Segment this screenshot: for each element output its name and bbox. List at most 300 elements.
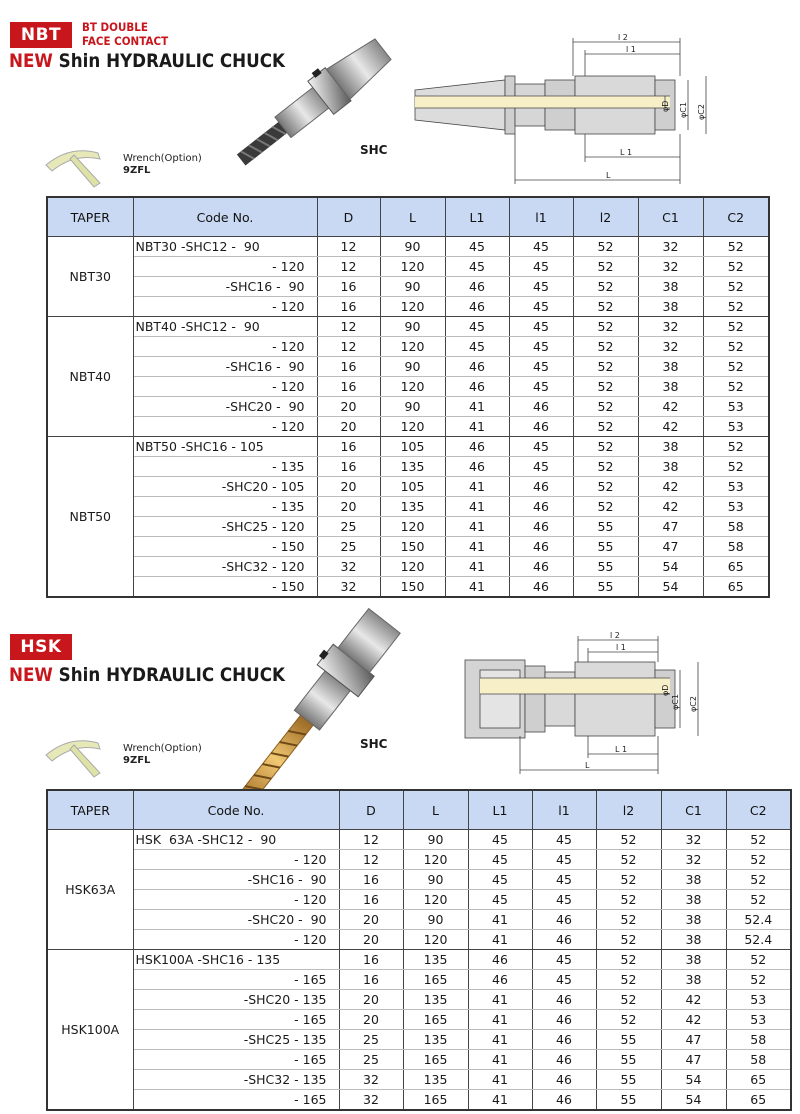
- value-cell-c2: 52: [703, 437, 769, 457]
- column-header: C2: [703, 197, 769, 237]
- nbt-diagram-C2: φC2: [697, 104, 706, 120]
- value-cell-l2: 52: [573, 357, 638, 377]
- value-cell-c2: 52: [726, 850, 791, 870]
- table-row: [47, 830, 791, 850]
- value-cell-l1: 41: [468, 1090, 532, 1111]
- value-cell-c2: 65: [703, 577, 769, 598]
- value-cell-l2: 55: [573, 557, 638, 577]
- code-cell: -SHC20 - 105: [133, 477, 317, 497]
- value-cell-d: 16: [317, 377, 380, 397]
- code-cell: - 120: [133, 850, 339, 870]
- table-row: [47, 497, 769, 517]
- value-cell-d: 25: [317, 537, 380, 557]
- code-cell: -SHC20 - 90: [133, 397, 317, 417]
- value-cell-l1: 46: [509, 537, 573, 557]
- value-cell-c1: 54: [661, 1070, 726, 1090]
- value-cell-l: 90: [380, 397, 445, 417]
- value-cell-c1: 38: [638, 377, 703, 397]
- table-row: [47, 990, 791, 1010]
- value-cell-c2: 52: [726, 830, 791, 850]
- hsk-diagram-l2: l 2: [610, 631, 620, 640]
- value-cell-d: 25: [339, 1030, 403, 1050]
- value-cell-l2: 52: [596, 910, 661, 930]
- value-cell-c2: 58: [726, 1050, 791, 1070]
- column-header: l2: [596, 790, 661, 830]
- value-cell-l: 120: [380, 517, 445, 537]
- value-cell-c2: 58: [726, 1030, 791, 1050]
- value-cell-l2: 52: [573, 417, 638, 437]
- value-cell-l1: 46: [468, 950, 532, 970]
- value-cell-l1: 45: [509, 257, 573, 277]
- value-cell-l2: 55: [596, 1030, 661, 1050]
- value-cell-l1: 46: [532, 1070, 596, 1090]
- table-row: [47, 417, 769, 437]
- value-cell-l: 165: [403, 970, 468, 990]
- value-cell-d: 20: [339, 1010, 403, 1030]
- code-cell: -SHC32 - 135: [133, 1070, 339, 1090]
- table-row: [47, 437, 769, 457]
- value-cell-l2: 52: [596, 830, 661, 850]
- value-cell-l2: 52: [573, 257, 638, 277]
- value-cell-d: 20: [339, 930, 403, 950]
- column-header: C1: [661, 790, 726, 830]
- value-cell-l: 120: [403, 850, 468, 870]
- code-cell: -SHC20 - 135: [133, 990, 339, 1010]
- table-row: [47, 277, 769, 297]
- value-cell-l: 165: [403, 1090, 468, 1111]
- nbt-wrench-label: [123, 153, 202, 177]
- value-cell-l1: 41: [468, 990, 532, 1010]
- value-cell-d: 12: [317, 257, 380, 277]
- value-cell-l: 105: [380, 437, 445, 457]
- value-cell-l: 90: [403, 870, 468, 890]
- value-cell-l1: 45: [532, 890, 596, 910]
- hsk-table-header-row: [47, 790, 791, 830]
- value-cell-c2: 52: [703, 357, 769, 377]
- code-cell: -SHC16 - 90: [133, 870, 339, 890]
- value-cell-c1: 38: [638, 437, 703, 457]
- nbt-subtitle-line2: FACE CONTACT: [82, 34, 169, 48]
- taper-cell: NBT30: [47, 237, 133, 317]
- hsk-wrench-image: [40, 725, 120, 780]
- hsk-wrench-code: 9ZFL: [123, 755, 151, 766]
- hsk-diagram-L: L: [585, 761, 590, 770]
- taper-cell: HSK100A: [47, 950, 133, 1111]
- table-row: [47, 930, 791, 950]
- value-cell-l2: 52: [573, 337, 638, 357]
- value-cell-c1: 38: [638, 297, 703, 317]
- code-cell: - 120: [133, 257, 317, 277]
- nbt-diagram-D: φD: [661, 100, 670, 112]
- value-cell-l1: 45: [532, 870, 596, 890]
- table-row: [47, 297, 769, 317]
- nbt-wrench-code: 9ZFL: [123, 165, 151, 176]
- value-cell-c1: 42: [661, 990, 726, 1010]
- nbt-diagram-C1: φC1: [679, 102, 688, 118]
- value-cell-d: 25: [317, 517, 380, 537]
- value-cell-c2: 65: [726, 1070, 791, 1090]
- value-cell-l: 150: [380, 577, 445, 598]
- value-cell-d: 16: [317, 457, 380, 477]
- column-header: Code No.: [133, 790, 339, 830]
- value-cell-c2: 52: [703, 237, 769, 257]
- value-cell-d: 12: [317, 317, 380, 337]
- value-cell-c2: 52: [703, 457, 769, 477]
- value-cell-l: 120: [380, 417, 445, 437]
- value-cell-c2: 58: [703, 517, 769, 537]
- value-cell-l1: 45: [509, 337, 573, 357]
- value-cell-l: 135: [403, 1030, 468, 1050]
- value-cell-l: 120: [403, 890, 468, 910]
- value-cell-l1: 46: [532, 990, 596, 1010]
- code-cell: -SHC25 - 120: [133, 517, 317, 537]
- value-cell-l1: 45: [468, 890, 532, 910]
- value-cell-c1: 32: [638, 237, 703, 257]
- value-cell-l2: 52: [596, 1010, 661, 1030]
- hsk-badge: HSK: [10, 634, 72, 660]
- value-cell-c1: 47: [661, 1030, 726, 1050]
- value-cell-l1: 45: [509, 317, 573, 337]
- code-cell: - 120: [133, 337, 317, 357]
- value-cell-c1: 54: [638, 557, 703, 577]
- table-row: [47, 910, 791, 930]
- table-row: [47, 457, 769, 477]
- value-cell-c1: 38: [661, 870, 726, 890]
- nbt-wrench-image: [40, 135, 120, 190]
- value-cell-l1: 45: [509, 237, 573, 257]
- value-cell-d: 20: [317, 417, 380, 437]
- value-cell-d: 16: [317, 297, 380, 317]
- code-cell: - 165: [133, 1090, 339, 1111]
- value-cell-c1: 42: [661, 1010, 726, 1030]
- value-cell-l: 120: [403, 930, 468, 950]
- value-cell-l1: 46: [532, 1050, 596, 1070]
- value-cell-l1: 45: [532, 950, 596, 970]
- value-cell-l1: 45: [532, 830, 596, 850]
- taper-cell: HSK63A: [47, 830, 133, 950]
- value-cell-l1: 45: [468, 830, 532, 850]
- value-cell-l1: 41: [468, 1010, 532, 1030]
- value-cell-c2: 52.4: [726, 910, 791, 930]
- column-header: l2: [573, 197, 638, 237]
- value-cell-c2: 52: [703, 257, 769, 277]
- value-cell-l: 90: [403, 830, 468, 850]
- value-cell-c2: 53: [703, 417, 769, 437]
- column-header: C2: [726, 790, 791, 830]
- hsk-diagram-l1: l 1: [616, 643, 626, 652]
- nbt-diagram-L: L: [606, 171, 611, 180]
- value-cell-l2: 52: [573, 277, 638, 297]
- value-cell-d: 25: [339, 1050, 403, 1070]
- table-row: [47, 950, 791, 970]
- value-cell-d: 12: [339, 830, 403, 850]
- value-cell-d: 12: [317, 337, 380, 357]
- hsk-spec-table: [46, 789, 792, 1111]
- value-cell-c1: 32: [638, 337, 703, 357]
- value-cell-l1: 41: [445, 477, 509, 497]
- value-cell-l1: 45: [509, 357, 573, 377]
- value-cell-c2: 53: [703, 477, 769, 497]
- value-cell-c1: 38: [661, 950, 726, 970]
- column-header: L: [380, 197, 445, 237]
- value-cell-d: 12: [317, 237, 380, 257]
- nbt-diagram-l2: l 2: [618, 33, 628, 42]
- value-cell-l2: 52: [573, 477, 638, 497]
- value-cell-l1: 46: [532, 1010, 596, 1030]
- value-cell-c1: 47: [661, 1050, 726, 1070]
- value-cell-l1: 46: [509, 497, 573, 517]
- code-cell: - 120: [133, 297, 317, 317]
- nbt-diagram-L1: L 1: [620, 148, 633, 157]
- value-cell-l1: 46: [445, 437, 509, 457]
- value-cell-l1: 41: [445, 417, 509, 437]
- table-row: [47, 477, 769, 497]
- value-cell-l: 135: [403, 1070, 468, 1090]
- value-cell-l: 135: [380, 457, 445, 477]
- column-header: TAPER: [47, 790, 133, 830]
- value-cell-c1: 54: [638, 577, 703, 598]
- column-header: l1: [509, 197, 573, 237]
- value-cell-l: 90: [380, 277, 445, 297]
- value-cell-l1: 41: [468, 910, 532, 930]
- nbt-chuck-image: [200, 20, 420, 195]
- value-cell-l1: 45: [468, 870, 532, 890]
- table-row: [47, 337, 769, 357]
- value-cell-l1: 41: [445, 577, 509, 598]
- value-cell-c2: 52: [703, 297, 769, 317]
- column-header: D: [339, 790, 403, 830]
- value-cell-c1: 38: [661, 970, 726, 990]
- value-cell-l2: 52: [596, 850, 661, 870]
- value-cell-l1: 46: [509, 517, 573, 537]
- code-cell: - 135: [133, 497, 317, 517]
- table-row: [47, 237, 769, 257]
- value-cell-l2: 52: [573, 377, 638, 397]
- value-cell-l1: 46: [445, 297, 509, 317]
- table-row: [47, 397, 769, 417]
- value-cell-d: 16: [317, 437, 380, 457]
- value-cell-c1: 38: [638, 457, 703, 477]
- value-cell-l1: 46: [532, 1090, 596, 1111]
- value-cell-c2: 52: [726, 950, 791, 970]
- value-cell-c2: 53: [726, 990, 791, 1010]
- value-cell-l: 150: [380, 537, 445, 557]
- value-cell-c2: 65: [703, 557, 769, 577]
- value-cell-l2: 52: [596, 950, 661, 970]
- code-cell: NBT50 -SHC16 - 105: [133, 437, 317, 457]
- hsk-diagram-L1: L 1: [615, 745, 628, 754]
- value-cell-l1: 45: [468, 850, 532, 870]
- code-cell: HSK 63A -SHC12 - 90: [133, 830, 339, 850]
- column-header: Code No.: [133, 197, 317, 237]
- table-row: [47, 1050, 791, 1070]
- column-header: TAPER: [47, 197, 133, 237]
- value-cell-l1: 46: [532, 910, 596, 930]
- value-cell-d: 16: [339, 950, 403, 970]
- table-row: [47, 970, 791, 990]
- value-cell-l2: 52: [596, 930, 661, 950]
- value-cell-d: 16: [317, 357, 380, 377]
- code-cell: NBT40 -SHC12 - 90: [133, 317, 317, 337]
- value-cell-l: 105: [380, 477, 445, 497]
- value-cell-c1: 47: [638, 517, 703, 537]
- nbt-diagram-l1: l 1: [626, 45, 636, 54]
- value-cell-l1: 41: [468, 930, 532, 950]
- value-cell-c1: 32: [661, 830, 726, 850]
- table-row: [47, 357, 769, 377]
- column-header: L: [403, 790, 468, 830]
- value-cell-c2: 52: [703, 317, 769, 337]
- value-cell-l1: 45: [509, 457, 573, 477]
- code-cell: - 135: [133, 457, 317, 477]
- hsk-diagram-C1: φC1: [671, 694, 680, 710]
- value-cell-l1: 41: [445, 517, 509, 537]
- table-row: [47, 557, 769, 577]
- code-cell: - 120: [133, 377, 317, 397]
- table-row: [47, 890, 791, 910]
- code-cell: - 150: [133, 537, 317, 557]
- value-cell-c1: 38: [638, 357, 703, 377]
- value-cell-l1: 41: [468, 1050, 532, 1070]
- value-cell-l: 90: [380, 357, 445, 377]
- value-cell-l1: 45: [445, 337, 509, 357]
- value-cell-l1: 45: [445, 317, 509, 337]
- table-row: [47, 870, 791, 890]
- value-cell-c2: 52: [726, 870, 791, 890]
- value-cell-l2: 52: [596, 870, 661, 890]
- value-cell-l: 135: [403, 950, 468, 970]
- value-cell-l2: 52: [573, 317, 638, 337]
- value-cell-c1: 47: [638, 537, 703, 557]
- value-cell-l2: 52: [596, 890, 661, 910]
- nbt-table-header-row: [47, 197, 769, 237]
- value-cell-l2: 55: [596, 1070, 661, 1090]
- value-cell-l1: 45: [532, 970, 596, 990]
- value-cell-d: 32: [339, 1070, 403, 1090]
- value-cell-d: 20: [339, 990, 403, 1010]
- value-cell-l1: 45: [509, 277, 573, 297]
- table-row: [47, 517, 769, 537]
- code-cell: - 120: [133, 417, 317, 437]
- value-cell-c2: 52.4: [726, 930, 791, 950]
- code-cell: - 165: [133, 1010, 339, 1030]
- column-header: C1: [638, 197, 703, 237]
- value-cell-l1: 41: [445, 557, 509, 577]
- code-cell: NBT30 -SHC12 - 90: [133, 237, 317, 257]
- column-header: L1: [445, 197, 509, 237]
- value-cell-l1: 41: [445, 497, 509, 517]
- value-cell-l2: 52: [596, 990, 661, 1010]
- value-cell-l: 90: [380, 237, 445, 257]
- value-cell-c2: 52: [703, 377, 769, 397]
- nbt-dimension-diagram: [410, 32, 720, 192]
- table-row: [47, 377, 769, 397]
- table-row: [47, 1010, 791, 1030]
- value-cell-l1: 41: [445, 397, 509, 417]
- value-cell-c2: 52: [726, 890, 791, 910]
- value-cell-c1: 42: [638, 397, 703, 417]
- value-cell-l2: 52: [573, 397, 638, 417]
- value-cell-l1: 46: [532, 930, 596, 950]
- code-cell: -SHC20 - 90: [133, 910, 339, 930]
- value-cell-l1: 45: [509, 297, 573, 317]
- value-cell-d: 16: [317, 277, 380, 297]
- nbt-badge: NBT: [10, 22, 72, 48]
- value-cell-c2: 65: [726, 1090, 791, 1111]
- value-cell-l1: 46: [468, 970, 532, 990]
- value-cell-d: 32: [317, 577, 380, 598]
- value-cell-c1: 54: [661, 1090, 726, 1111]
- value-cell-l1: 45: [532, 850, 596, 870]
- value-cell-c2: 52: [703, 277, 769, 297]
- value-cell-d: 32: [317, 557, 380, 577]
- code-cell: - 120: [133, 930, 339, 950]
- code-cell: - 120: [133, 890, 339, 910]
- value-cell-l: 165: [403, 1010, 468, 1030]
- code-cell: HSK100A -SHC16 - 135: [133, 950, 339, 970]
- value-cell-c1: 32: [638, 257, 703, 277]
- column-header: l1: [532, 790, 596, 830]
- value-cell-l2: 52: [573, 457, 638, 477]
- value-cell-d: 16: [339, 970, 403, 990]
- hsk-title-new: NEW: [9, 664, 53, 686]
- value-cell-l1: 46: [509, 577, 573, 598]
- hsk-model-label: SHC: [360, 737, 388, 751]
- value-cell-l1: 46: [445, 377, 509, 397]
- hsk-diagram-C2: φC2: [689, 696, 698, 712]
- code-cell: -SHC16 - 90: [133, 357, 317, 377]
- taper-cell: NBT40: [47, 317, 133, 437]
- taper-cell: NBT50: [47, 437, 133, 598]
- value-cell-c1: 38: [661, 930, 726, 950]
- nbt-model-label: SHC: [360, 143, 388, 157]
- value-cell-l: 120: [380, 297, 445, 317]
- value-cell-l: 135: [403, 990, 468, 1010]
- value-cell-l1: 45: [445, 237, 509, 257]
- hsk-wrench-text: Wrench(Option): [123, 743, 202, 754]
- value-cell-l1: 41: [445, 537, 509, 557]
- code-cell: - 165: [133, 970, 339, 990]
- value-cell-d: 20: [317, 397, 380, 417]
- nbt-subtitle-line1: BT DOUBLE: [82, 20, 148, 34]
- value-cell-c1: 42: [638, 477, 703, 497]
- table-row: [47, 1030, 791, 1050]
- value-cell-l1: 46: [509, 397, 573, 417]
- column-header: D: [317, 197, 380, 237]
- value-cell-c2: 52: [703, 337, 769, 357]
- nbt-wrench-text: Wrench(Option): [123, 153, 202, 164]
- value-cell-c2: 52: [726, 970, 791, 990]
- value-cell-l2: 52: [596, 970, 661, 990]
- value-cell-c1: 38: [661, 890, 726, 910]
- value-cell-d: 20: [317, 497, 380, 517]
- value-cell-c1: 42: [638, 417, 703, 437]
- table-row: [47, 317, 769, 337]
- table-row: [47, 1070, 791, 1090]
- nbt-title-new: NEW: [9, 50, 53, 72]
- value-cell-c1: 32: [638, 317, 703, 337]
- value-cell-l1: 46: [509, 557, 573, 577]
- value-cell-l2: 55: [596, 1050, 661, 1070]
- value-cell-l1: 45: [445, 257, 509, 277]
- code-cell: -SHC16 - 90: [133, 277, 317, 297]
- code-cell: - 165: [133, 1050, 339, 1070]
- value-cell-l: 120: [380, 257, 445, 277]
- value-cell-l2: 55: [573, 577, 638, 598]
- value-cell-l2: 52: [573, 497, 638, 517]
- hsk-diagram-D: φD: [661, 684, 670, 696]
- table-row: [47, 537, 769, 557]
